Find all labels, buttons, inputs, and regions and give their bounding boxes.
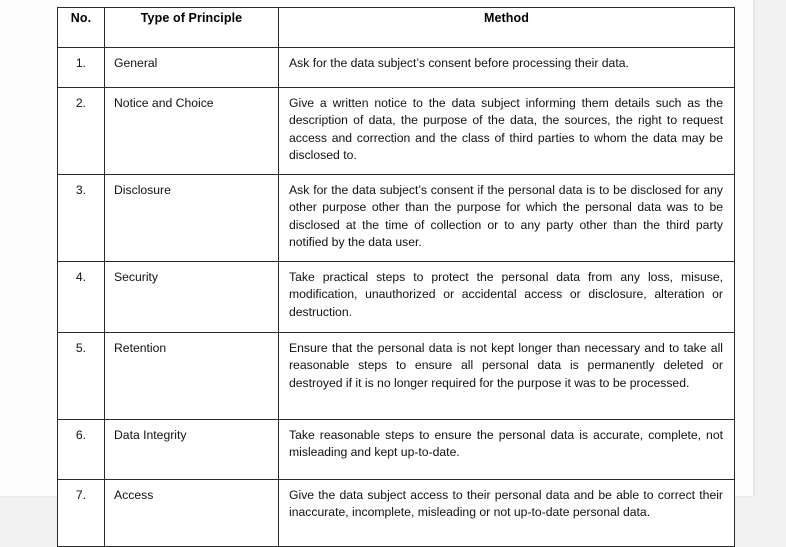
cell-method: Take reasonable steps to ensure the personal data is accurate, complete, not misleading and kept up-to-date. [279,420,735,480]
cell-no: 4. [58,262,105,333]
table-row [58,48,735,88]
cell-type: General [105,48,279,88]
cell-method: Ask for the data subject’s consent before processing their data. [279,48,735,88]
table-header [58,8,735,48]
column-header-method: Method [279,8,735,48]
table-row [58,333,735,420]
cell-type: Disclosure [105,175,279,262]
cell-no: 5. [58,333,105,420]
cell-type: Data Integrity [105,420,279,480]
cell-no: 3. [58,175,105,262]
table-header-row [58,8,735,48]
cell-method: Ask for the data subject’s consent if the personal data is to be disclosed for any other purpose other than the purpose for which the personal data was to be disclosed at the time of collection or to any party other than the third party notified by the data user. [279,175,735,262]
table-row [58,420,735,480]
cell-type: Access [105,480,279,547]
principles-table [57,7,735,547]
cell-type: Security [105,262,279,333]
cell-no: 6. [58,420,105,480]
table-body [58,48,735,547]
cell-type: Retention [105,333,279,420]
cell-no: 2. [58,88,105,175]
cell-no: 1. [58,48,105,88]
cell-type: Notice and Choice [105,88,279,175]
cell-method: Give a written notice to the data subject informing them details such as the description of data, the purpose of the data, the sources, the right to request access and correction and the class of third parties to whom the data may be disclosed to. [279,88,735,175]
cell-no: 7. [58,480,105,547]
cell-method: Take practical steps to protect the personal data from any loss, misuse, modification, unauthorized or accidental access or disclosure, alteration or destruction. [279,262,735,333]
table-row [58,480,735,547]
column-header-type-of-principle: Type of Principle [105,8,279,48]
table-row [58,175,735,262]
column-header-no: No. [58,8,105,48]
table-row [58,88,735,175]
principles-table-container [57,7,734,547]
cell-method: Ensure that the personal data is not kept longer than necessary and to take all reasonable steps to ensure all personal data is permanently deleted or destroyed if it is no longer required for the purpose it was to be processed. [279,333,735,420]
cell-method: Give the data subject access to their personal data and be able to correct their inaccurate, incomplete, misleading or not up-to-date personal data. [279,480,735,547]
table-row [58,262,735,333]
